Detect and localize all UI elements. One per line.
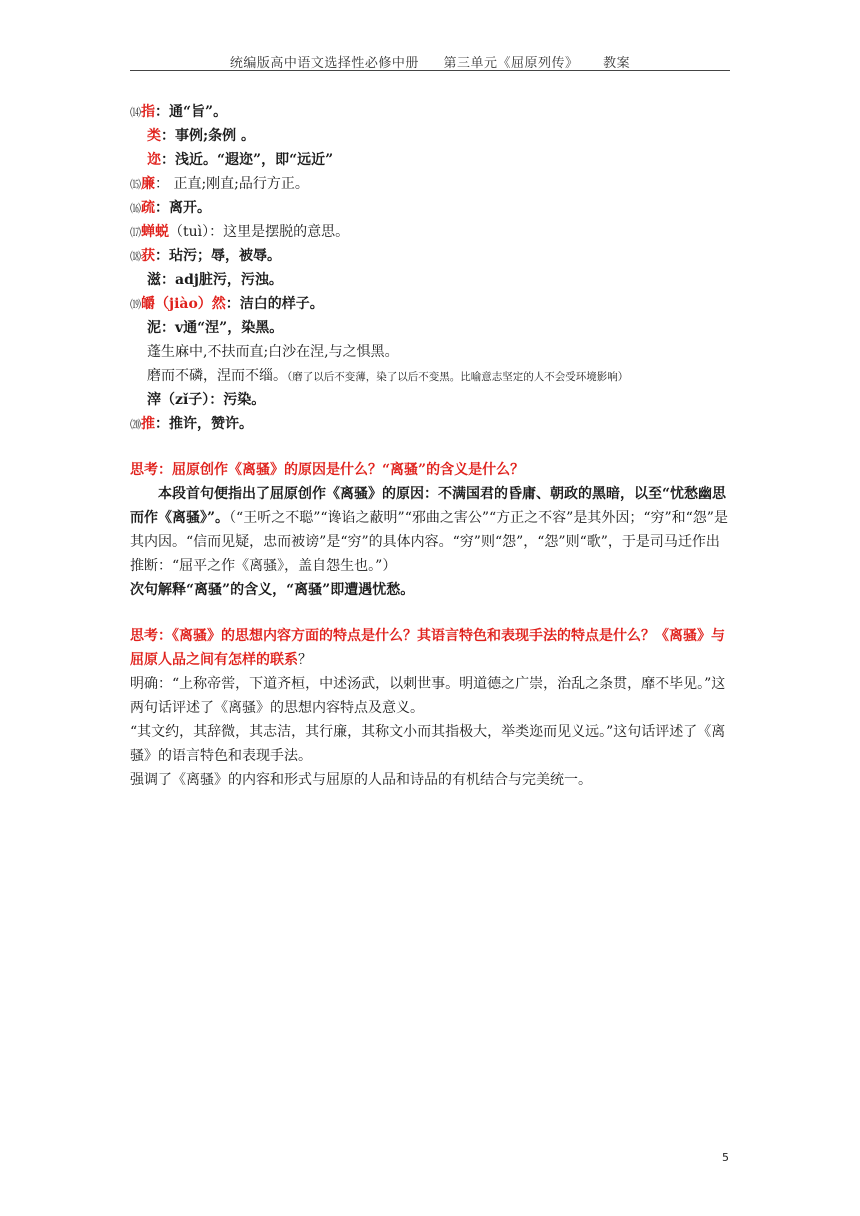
think1-answer: 本段首句便指出了屈原创作《离骚》的原因：不满国君的昏庸、朝政的黑暗，以至“忧愁幽思而作《离骚》”。（“王听之不聪”“谗谄之蔽明”“邪曲之害公”“方正之不容”是其外因；“穷”和“怨”是其内因。“信而见疑，忠而被谤”是“穷”的具体内容。“穷”则“怨”，“怨”则“歌”，于是司马迁作出推断：“屈平之作《离骚》，盖自怨生也。”） bbox=[130, 486, 728, 574]
note-18: ⒅获：玷污；辱，被辱。 bbox=[130, 248, 281, 264]
note-18b: 滋：adj脏污，污浊。 bbox=[147, 272, 283, 288]
think2-answer-2: “其文约，其辞微，其志洁，其行廉，其称文小而其指极大，举类迩而见义远。”这句话评述了《离骚》的语言特色和表现手法。 bbox=[130, 724, 726, 764]
note-16: ⒃疏：离开。 bbox=[130, 200, 211, 216]
note-20: ⒇推：推许，赞许。 bbox=[130, 416, 253, 432]
think1-answer-2: 次句解释“离骚”的含义，“离骚”即遭遇忧愁。 bbox=[130, 582, 415, 598]
page-number: 5 bbox=[722, 1151, 729, 1164]
think2-question: 思考：《离骚》的思想内容方面的特点是什么？其语言特色和表现手法的特点是什么？《离骚》与屈原人品之间有怎样的联系？ bbox=[130, 628, 725, 668]
page-content bbox=[130, 100, 730, 792]
note-14c: 迩：浅近。“遐迩”，即“远近” bbox=[147, 152, 334, 168]
note-19c: 蓬生麻中,不扶而直;白沙在涅,与之惧黑。 bbox=[147, 344, 399, 360]
note-17: ⒄蝉蜕（tuì）：这里是摆脱的意思。 bbox=[130, 224, 350, 240]
think1-question: 思考：屈原创作《离骚》的原因是什么？“离骚”的含义是什么？ bbox=[130, 462, 525, 478]
note-15: ⒂廉： 正直;刚直;品行方正。 bbox=[130, 176, 309, 192]
note-14: ⒁指：通“旨”。 bbox=[130, 104, 228, 120]
note-19e: 滓（zǐ子）：污染。 bbox=[147, 392, 266, 408]
header-rule bbox=[130, 70, 730, 71]
page-header bbox=[130, 52, 730, 71]
header-unit: 第三单元《屈原列传》 bbox=[443, 56, 579, 71]
note-19b: 泥：v通“涅”，染黑。 bbox=[147, 320, 284, 336]
note-19: ⒆皭（jiào）然：洁白的样子。 bbox=[130, 296, 324, 312]
note-term: 指 bbox=[141, 104, 155, 120]
think2-answer-3: 强调了《离骚》的内容和形式与屈原的人品和诗品的有机结合与完美统一。 bbox=[130, 772, 592, 788]
header-book: 统编版高中语文选择性必修中册 bbox=[229, 56, 419, 71]
note-19d: 磨而不磷，涅而不缁。（磨了以后不变薄，染了以后不变黑。比喻意志坚定的人不会受环境影响） bbox=[147, 368, 629, 384]
note-14b: 类：事例;条例 。 bbox=[147, 128, 256, 144]
header-type: 教案 bbox=[603, 56, 631, 71]
think2-answer-1: 明确：“上称帝喾，下道齐桓，中述汤武，以刺世事。明道德之广崇，治乱之条贯，靡不毕见。”这两句话评述了《离骚》的思想内容特点及意义。 bbox=[130, 676, 726, 716]
